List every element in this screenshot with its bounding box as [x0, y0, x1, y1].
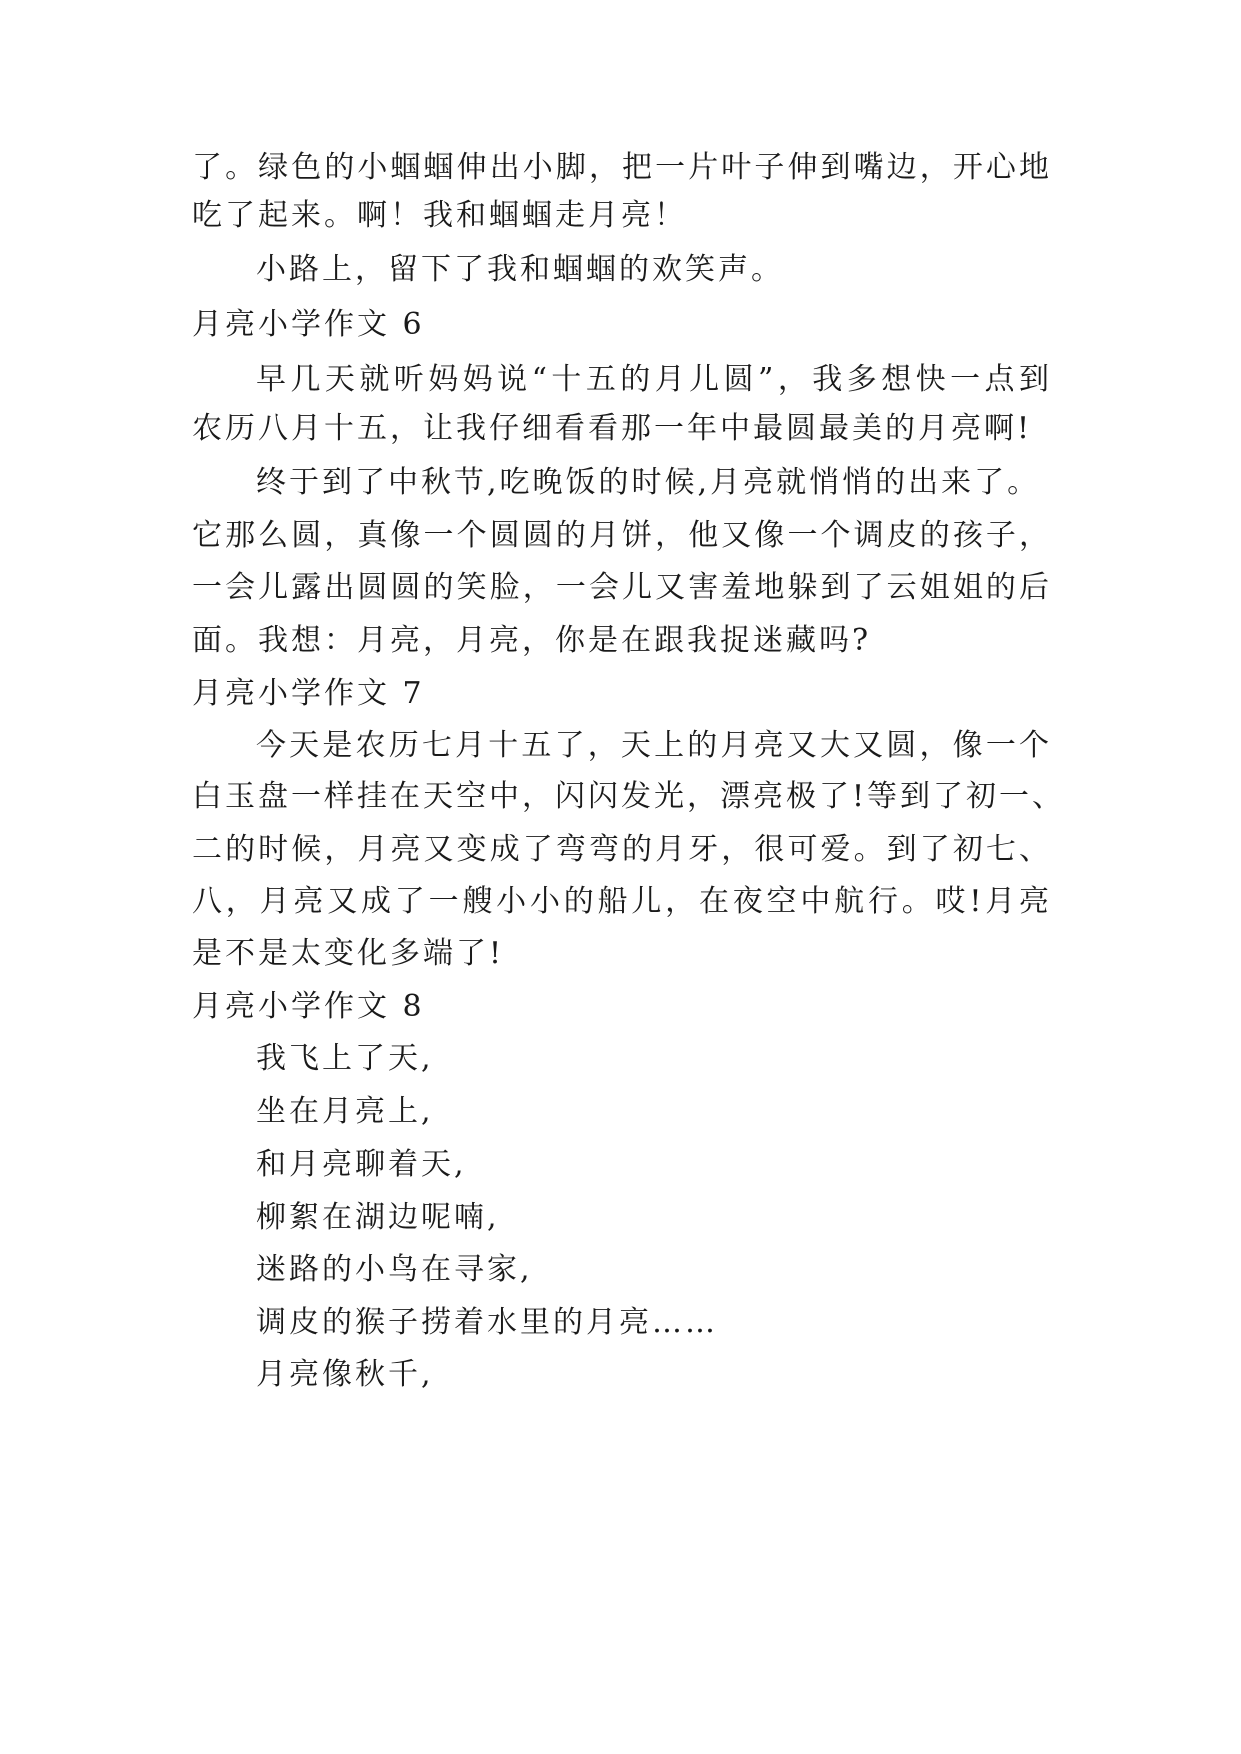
paragraph-line: 面。我想：月亮，月亮，你是在跟我捉迷藏吗? — [192, 623, 872, 658]
poem-line: 和月亮聊着天, — [256, 1147, 467, 1182]
section-heading: 月亮小学作文 7 — [192, 676, 425, 711]
paragraph-line: 今天是农历七月十五了，天上的月亮又大又圆，像一个 — [256, 728, 1052, 763]
paragraph-line: 二的时候，月亮又变成了弯弯的月牙，很可爱。到了初七、 — [192, 832, 1052, 867]
paragraph-line: 早几天就听妈妈说“十五的月儿圆”，我多想快一点到 — [256, 362, 1052, 397]
poem-line: 迷路的小鸟在寻家, — [256, 1252, 533, 1287]
poem-line: 调皮的猴子捞着水里的月亮…… — [256, 1305, 718, 1340]
paragraph-line: 是不是太变化多端了! — [192, 936, 505, 971]
paragraph-line: 吃了起来。啊！我和蝈蝈走月亮！ — [192, 198, 687, 233]
paragraph-line: 农历八月十五，让我仔细看看那一年中最圆最美的月亮啊! — [192, 411, 1033, 446]
paragraph-line: 小路上，留下了我和蝈蝈的欢笑声。 — [256, 252, 784, 287]
paragraph-line: 八，月亮又成了一艘小小的船儿，在夜空中航行。哎!月亮 — [192, 884, 1052, 919]
paragraph-line: 了。绿色的小蝈蝈伸出小脚，把一片叶子伸到嘴边，开心地 — [192, 150, 1052, 185]
section-heading: 月亮小学作文 6 — [192, 307, 425, 342]
poem-line: 柳絮在湖边呢喃, — [256, 1200, 500, 1235]
poem-line: 我飞上了天, — [256, 1041, 434, 1076]
section-heading: 月亮小学作文 8 — [192, 989, 425, 1024]
poem-line: 月亮像秋千, — [256, 1357, 434, 1392]
paragraph-line: 终于到了中秋节,吃晚饭的时候,月亮就悄悄的出来了。 — [256, 465, 1041, 500]
poem-line: 坐在月亮上, — [256, 1094, 434, 1129]
paragraph-line: 它那么圆，真像一个圆圆的月饼，他又像一个调皮的孩子， — [192, 518, 1052, 553]
paragraph-line: 白玉盘一样挂在天空中，闪闪发光，漂亮极了!等到了初一、 — [192, 779, 1066, 814]
paragraph-line: 一会儿露出圆圆的笑脸，一会儿又害羞地躲到了云姐姐的后 — [192, 570, 1052, 605]
